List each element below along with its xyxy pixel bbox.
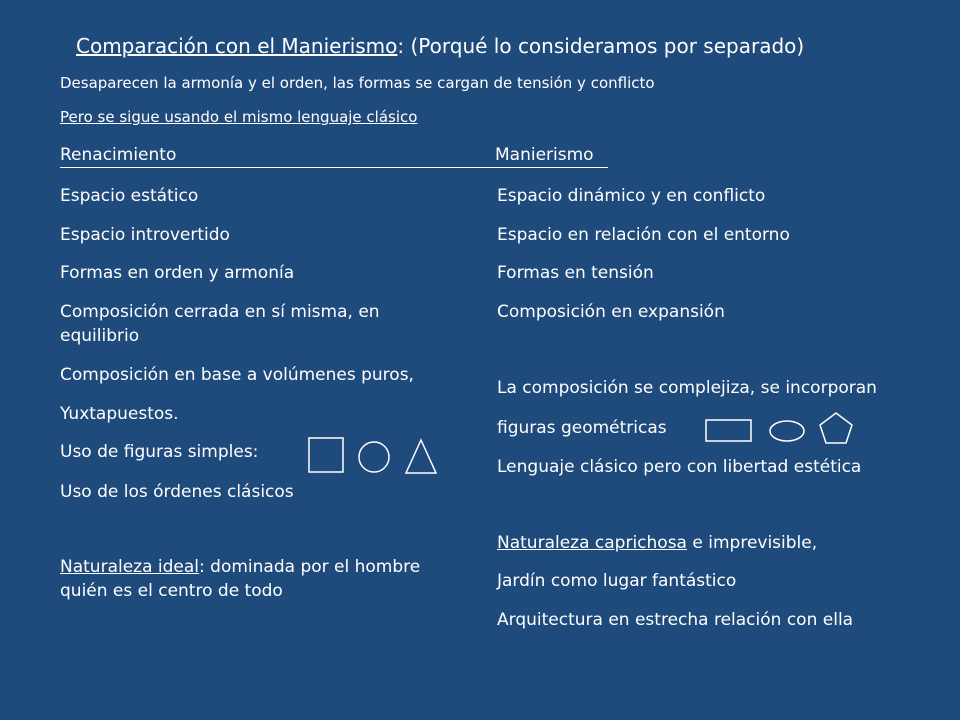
triangle-icon	[406, 440, 436, 473]
left-item: Composición en base a volúmenes puros,	[60, 365, 414, 385]
nature-ideal-text: : dominada por el hombre quién es el centro de todo	[60, 557, 421, 601]
square-icon	[309, 438, 343, 472]
right-item: Lenguaje clásico pero con libertad estética	[497, 457, 862, 477]
nature-caprichosa-label: Naturaleza caprichosa	[497, 533, 687, 553]
column-headers	[60, 145, 608, 168]
left-item: Uso de figuras simples:	[60, 442, 259, 462]
pentagon-icon	[820, 413, 852, 443]
right-item: Formas en tensión	[497, 263, 654, 283]
left-nature	[60, 555, 440, 603]
simple-shapes	[300, 432, 445, 477]
header-manierismo: Manierismo	[495, 145, 594, 165]
right-item: Espacio en relación con el entorno	[497, 225, 790, 245]
intro-line-2: Pero se sigue usando el mismo lenguaje clásico	[60, 108, 418, 126]
circle-icon	[359, 442, 389, 472]
right-item: Jardín como lugar fantástico	[497, 571, 737, 591]
left-item: Uso de los órdenes clásicos	[60, 482, 294, 502]
right-item: Arquitectura en estrecha relación con ella	[497, 610, 854, 630]
title-colon: :	[397, 34, 405, 58]
right-item: figuras geométricas	[497, 418, 667, 438]
nature-caprichosa-text: e imprevisible,	[686, 533, 818, 553]
title-subtitle: (Porqué lo consideramos por separado)	[404, 34, 805, 58]
right-item: Composición en expansión	[497, 302, 725, 322]
ellipse-icon	[770, 421, 804, 441]
page-title	[76, 34, 804, 58]
left-item: Yuxtapuestos.	[60, 404, 179, 424]
right-nature	[497, 531, 817, 555]
rectangle-icon	[706, 420, 751, 441]
nature-ideal-label: Naturaleza ideal	[60, 557, 200, 577]
left-item: Espacio estático	[60, 186, 199, 206]
right-item: Espacio dinámico y en conflicto	[497, 186, 766, 206]
left-item: Formas en orden y armonía	[60, 263, 295, 283]
title-main: Comparación con el Manierismo	[76, 34, 398, 58]
complex-shapes	[704, 410, 864, 450]
header-renacimiento: Renacimiento	[60, 145, 177, 165]
left-item: Espacio introvertido	[60, 225, 230, 245]
right-item: La composición se complejiza, se incorporan	[497, 378, 877, 398]
left-item: Composición cerrada en sí misma, en equilibrio	[60, 302, 380, 346]
intro-line-1: Desaparecen la armonía y el orden, las formas se cargan de tensión y conflicto	[60, 74, 655, 92]
